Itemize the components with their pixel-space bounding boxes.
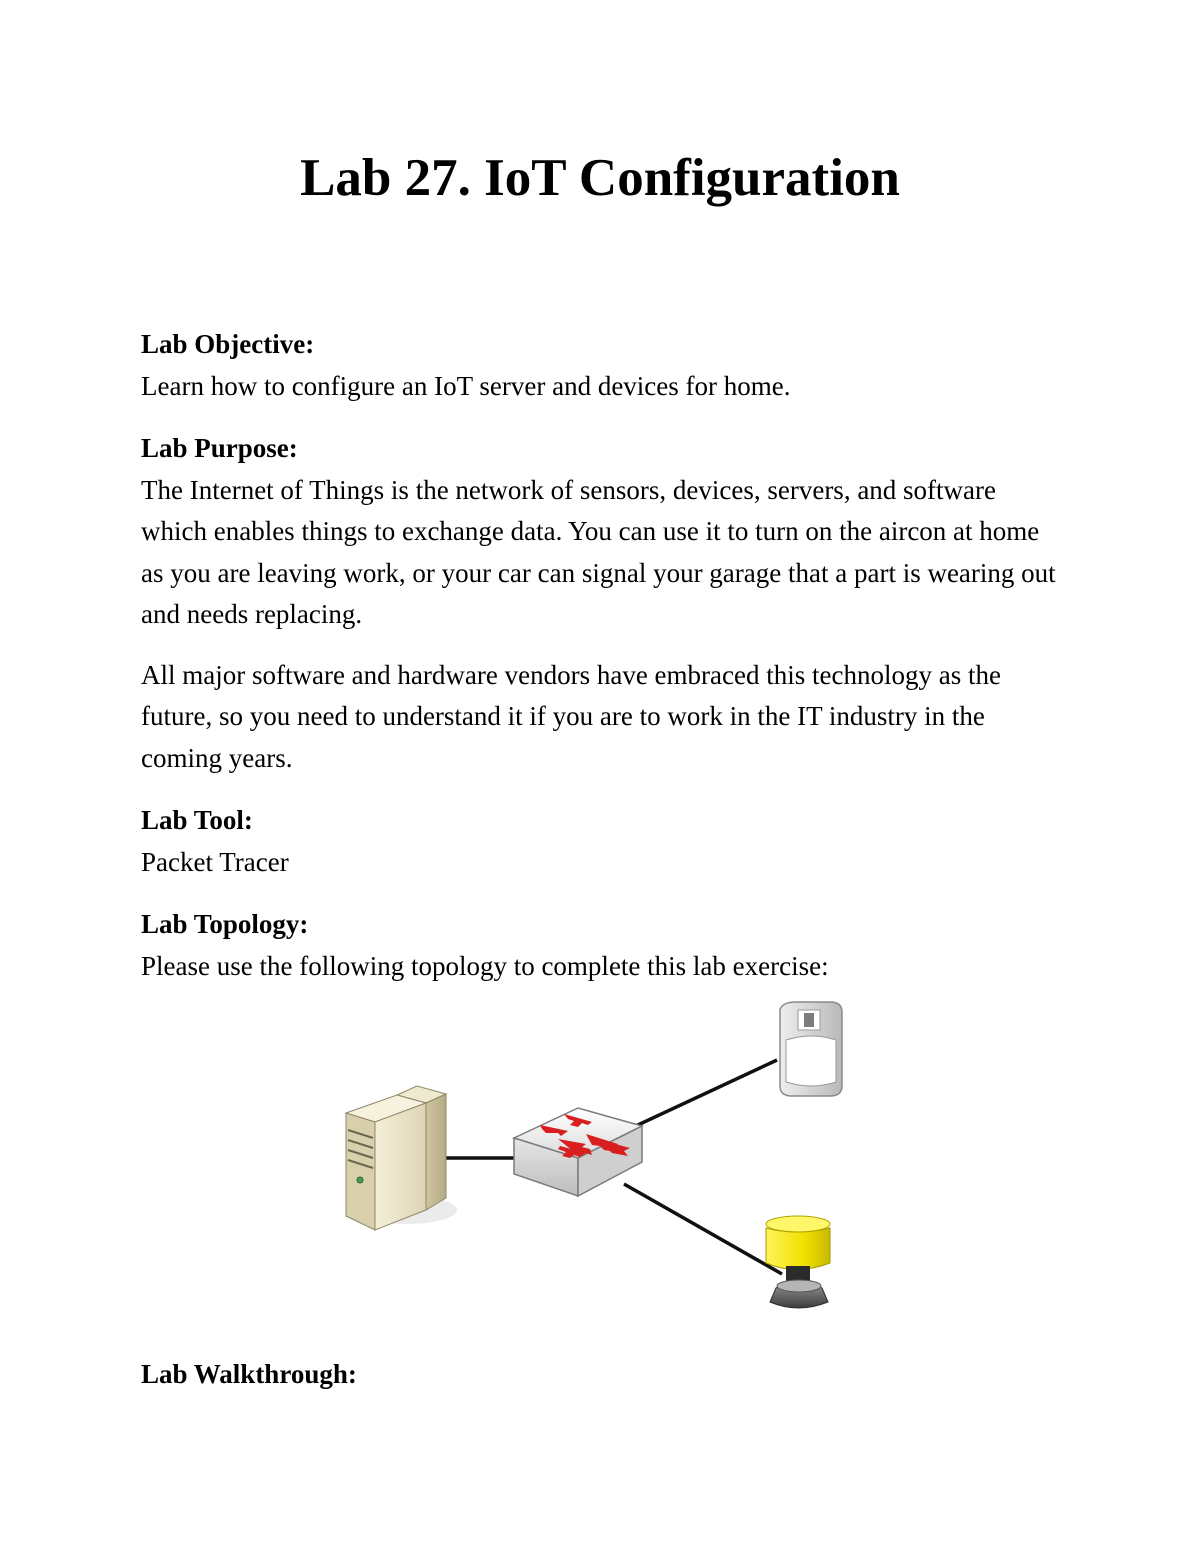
objective-heading: Lab Objective: bbox=[141, 329, 315, 359]
server-icon bbox=[346, 1086, 457, 1230]
page-title: Lab 27. IoT Configuration bbox=[300, 149, 900, 207]
topology-text: Please use the following topology to complete this lab exercise: bbox=[141, 950, 829, 981]
lamp-icon bbox=[766, 1216, 830, 1308]
link-switch-sensor bbox=[627, 1060, 777, 1130]
walkthrough-heading: Lab Walkthrough: bbox=[141, 1359, 357, 1389]
objective-text: Learn how to configure an IoT server and devices for home. bbox=[141, 370, 791, 401]
tool-heading: Lab Tool: bbox=[141, 805, 253, 835]
switch-icon bbox=[514, 1108, 642, 1196]
topology-diagram-svg bbox=[342, 998, 847, 1316]
topology-heading: Lab Topology: bbox=[141, 909, 309, 939]
tool-text: Packet Tracer bbox=[141, 846, 289, 877]
purpose-heading: Lab Purpose: bbox=[141, 433, 298, 463]
document-body bbox=[141, 324, 1061, 987]
link-switch-lamp bbox=[624, 1184, 782, 1274]
purpose-paragraph-1: The Internet of Things is the network of sensors, devices, servers, and software which enables things to exchange data. You can use it to turn on the aircon at home as you are leaving work, or your car can signal your garage that a part is wearing out and needs replacing. bbox=[141, 474, 1056, 629]
topology-diagram bbox=[342, 998, 847, 1316]
purpose-paragraph-2: All major software and hardware vendors have embraced this technology as the future, so you need to understand it if you are to work in the IT industry in the coming years. bbox=[141, 659, 1001, 773]
motion-sensor-icon bbox=[780, 1002, 842, 1096]
